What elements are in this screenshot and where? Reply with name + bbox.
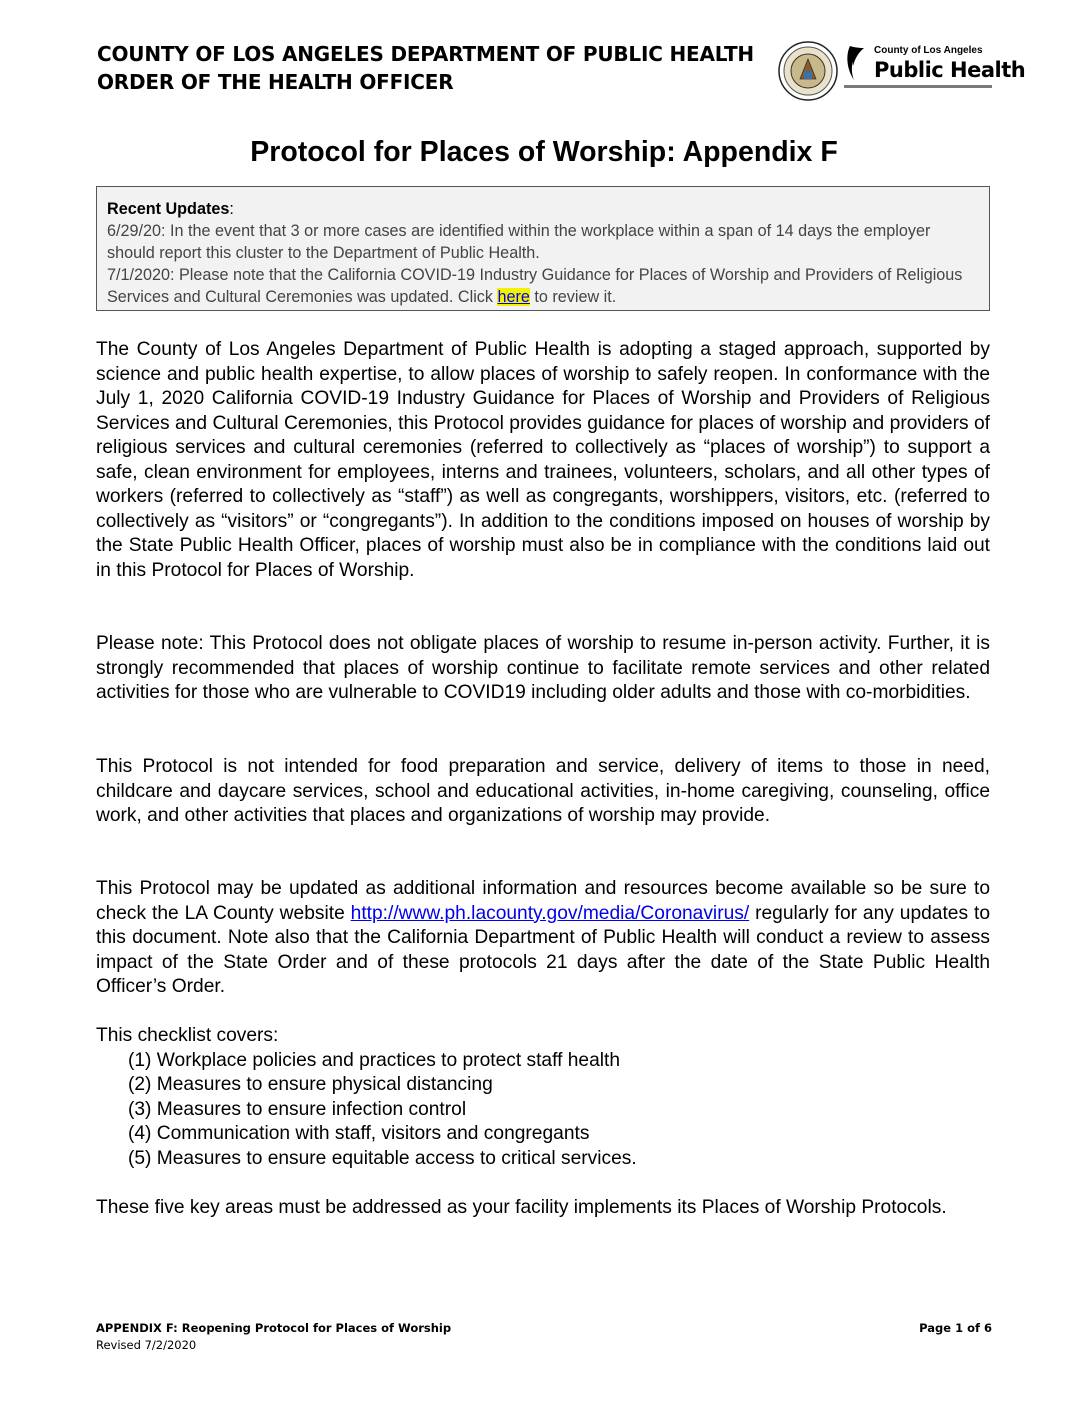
- list-item: (2) Measures to ensure physical distancing: [128, 1074, 493, 1095]
- list-item: (3) Measures to ensure infection control: [128, 1098, 467, 1120]
- page-title: Protocol for Places of Worship: Appendix F: [250, 136, 838, 168]
- footer-revised: Revised 7/2/2020: [96, 1338, 197, 1352]
- logo-county-text: County of Los Angeles: [874, 45, 983, 56]
- closing-paragraph: These five key areas must be addressed as your facility implements its Places of Worship Protocols.: [96, 1197, 947, 1218]
- list-item: (1) Workplace policies and practices to protect staff health: [128, 1049, 621, 1071]
- scope-paragraph: This Protocol is not intended for food preparation and service, delivery of items to those in need, childcare and daycare services, school and educational activities, in-home caregiving, counseling, office work, and other activities that places and organizations of worship may provide.: [96, 756, 990, 826]
- header-line-2: ORDER OF THE HEALTH OFFICER: [97, 70, 454, 94]
- logo-underline: [844, 85, 992, 88]
- footer-title: APPENDIX F: Reopening Protocol for Places of Worship: [96, 1321, 452, 1335]
- logo-public-health-text: Public Health: [874, 58, 1026, 82]
- updates-heading: Recent Updates:: [107, 200, 234, 218]
- checklist-intro: This checklist covers:: [96, 1025, 279, 1046]
- intro-paragraph: The County of Los Angeles Department of Public Health is adopting a staged approach, supported by science and public health expertise, to allow places of worship to safely reopen. In conformance with the July 1, 2020 California COVID-19 Industry Guidance for Places of Worship and Providers of Religious Services and Cultural Ceremonies, this Protocol provides guidance for places of worship and providers of religious services and cultural ceremonies (referred to collectively as “places of worship”) to support a safe, clean environment for employees, interns and trainees, volunteers, scholars, and all other types of workers (referred to collectively as “staff”) as well as congregants, worshippers, visitors, etc. (referred to collectively as “visitors” or “congregants”). In addition to the conditions imposed on houses of worship by the State Public Health Officer, places of worship must also be in compliance with the conditions laid out in this Protocol for Places of Worship.: [96, 339, 990, 581]
- county-seal-icon: [778, 41, 838, 101]
- updates-paragraph: This Protocol may be updated as additional information and resources become available so be sure to check the LA County website http://www.ph.lacounty.gov/media/Coronavirus/ regularly for any updates to this document. Note also that the California Department of Public Health will conduct a review to assess impact of the State Order and of these protocols 21 days after the date of the State Public Health Officer’s Order.: [96, 878, 990, 997]
- updates-label: Recent Updates: [107, 200, 230, 218]
- please-note-paragraph: Please note: This Protocol does not obligate places of worship to resume in-person activity. Further, it is strongly recommended that places of worship continue to facilitate remote services and other related activities for those who are vulnerable to COVID19 including older adults and those with co-morbidities.: [96, 633, 990, 703]
- here-link[interactable]: here: [497, 288, 530, 306]
- checklist-list: [96, 1049, 990, 1172]
- list-item: (5) Measures to ensure equitable access to critical services.: [128, 1147, 637, 1169]
- checklist-section: [96, 1024, 990, 1171]
- update-item-2: 7/1/2020: Please note that the California COVID-19 Industry Guidance for Places of Worship and Providers of Religious Services and Cultural Ceremonies was updated. Click here to review it.: [107, 266, 963, 306]
- footer-left: [96, 1320, 451, 1354]
- update-item-1: 6/29/20: In the event that 3 or more cases are identified within the workplace within a span of 14 days the employer should report this cluster to the Department of Public Health.: [107, 222, 931, 262]
- header-line-1: COUNTY OF LOS ANGELES DEPARTMENT OF PUBLIC HEALTH: [97, 42, 754, 66]
- page-number: Page 1 of 6: [919, 1321, 992, 1335]
- recent-updates-box: [96, 186, 990, 311]
- list-item: (4) Communication with staff, visitors and congregants: [128, 1123, 590, 1144]
- lacounty-coronavirus-link[interactable]: http://www.ph.lacounty.gov/media/Coronavirus/: [350, 902, 750, 924]
- document-header: [97, 40, 754, 96]
